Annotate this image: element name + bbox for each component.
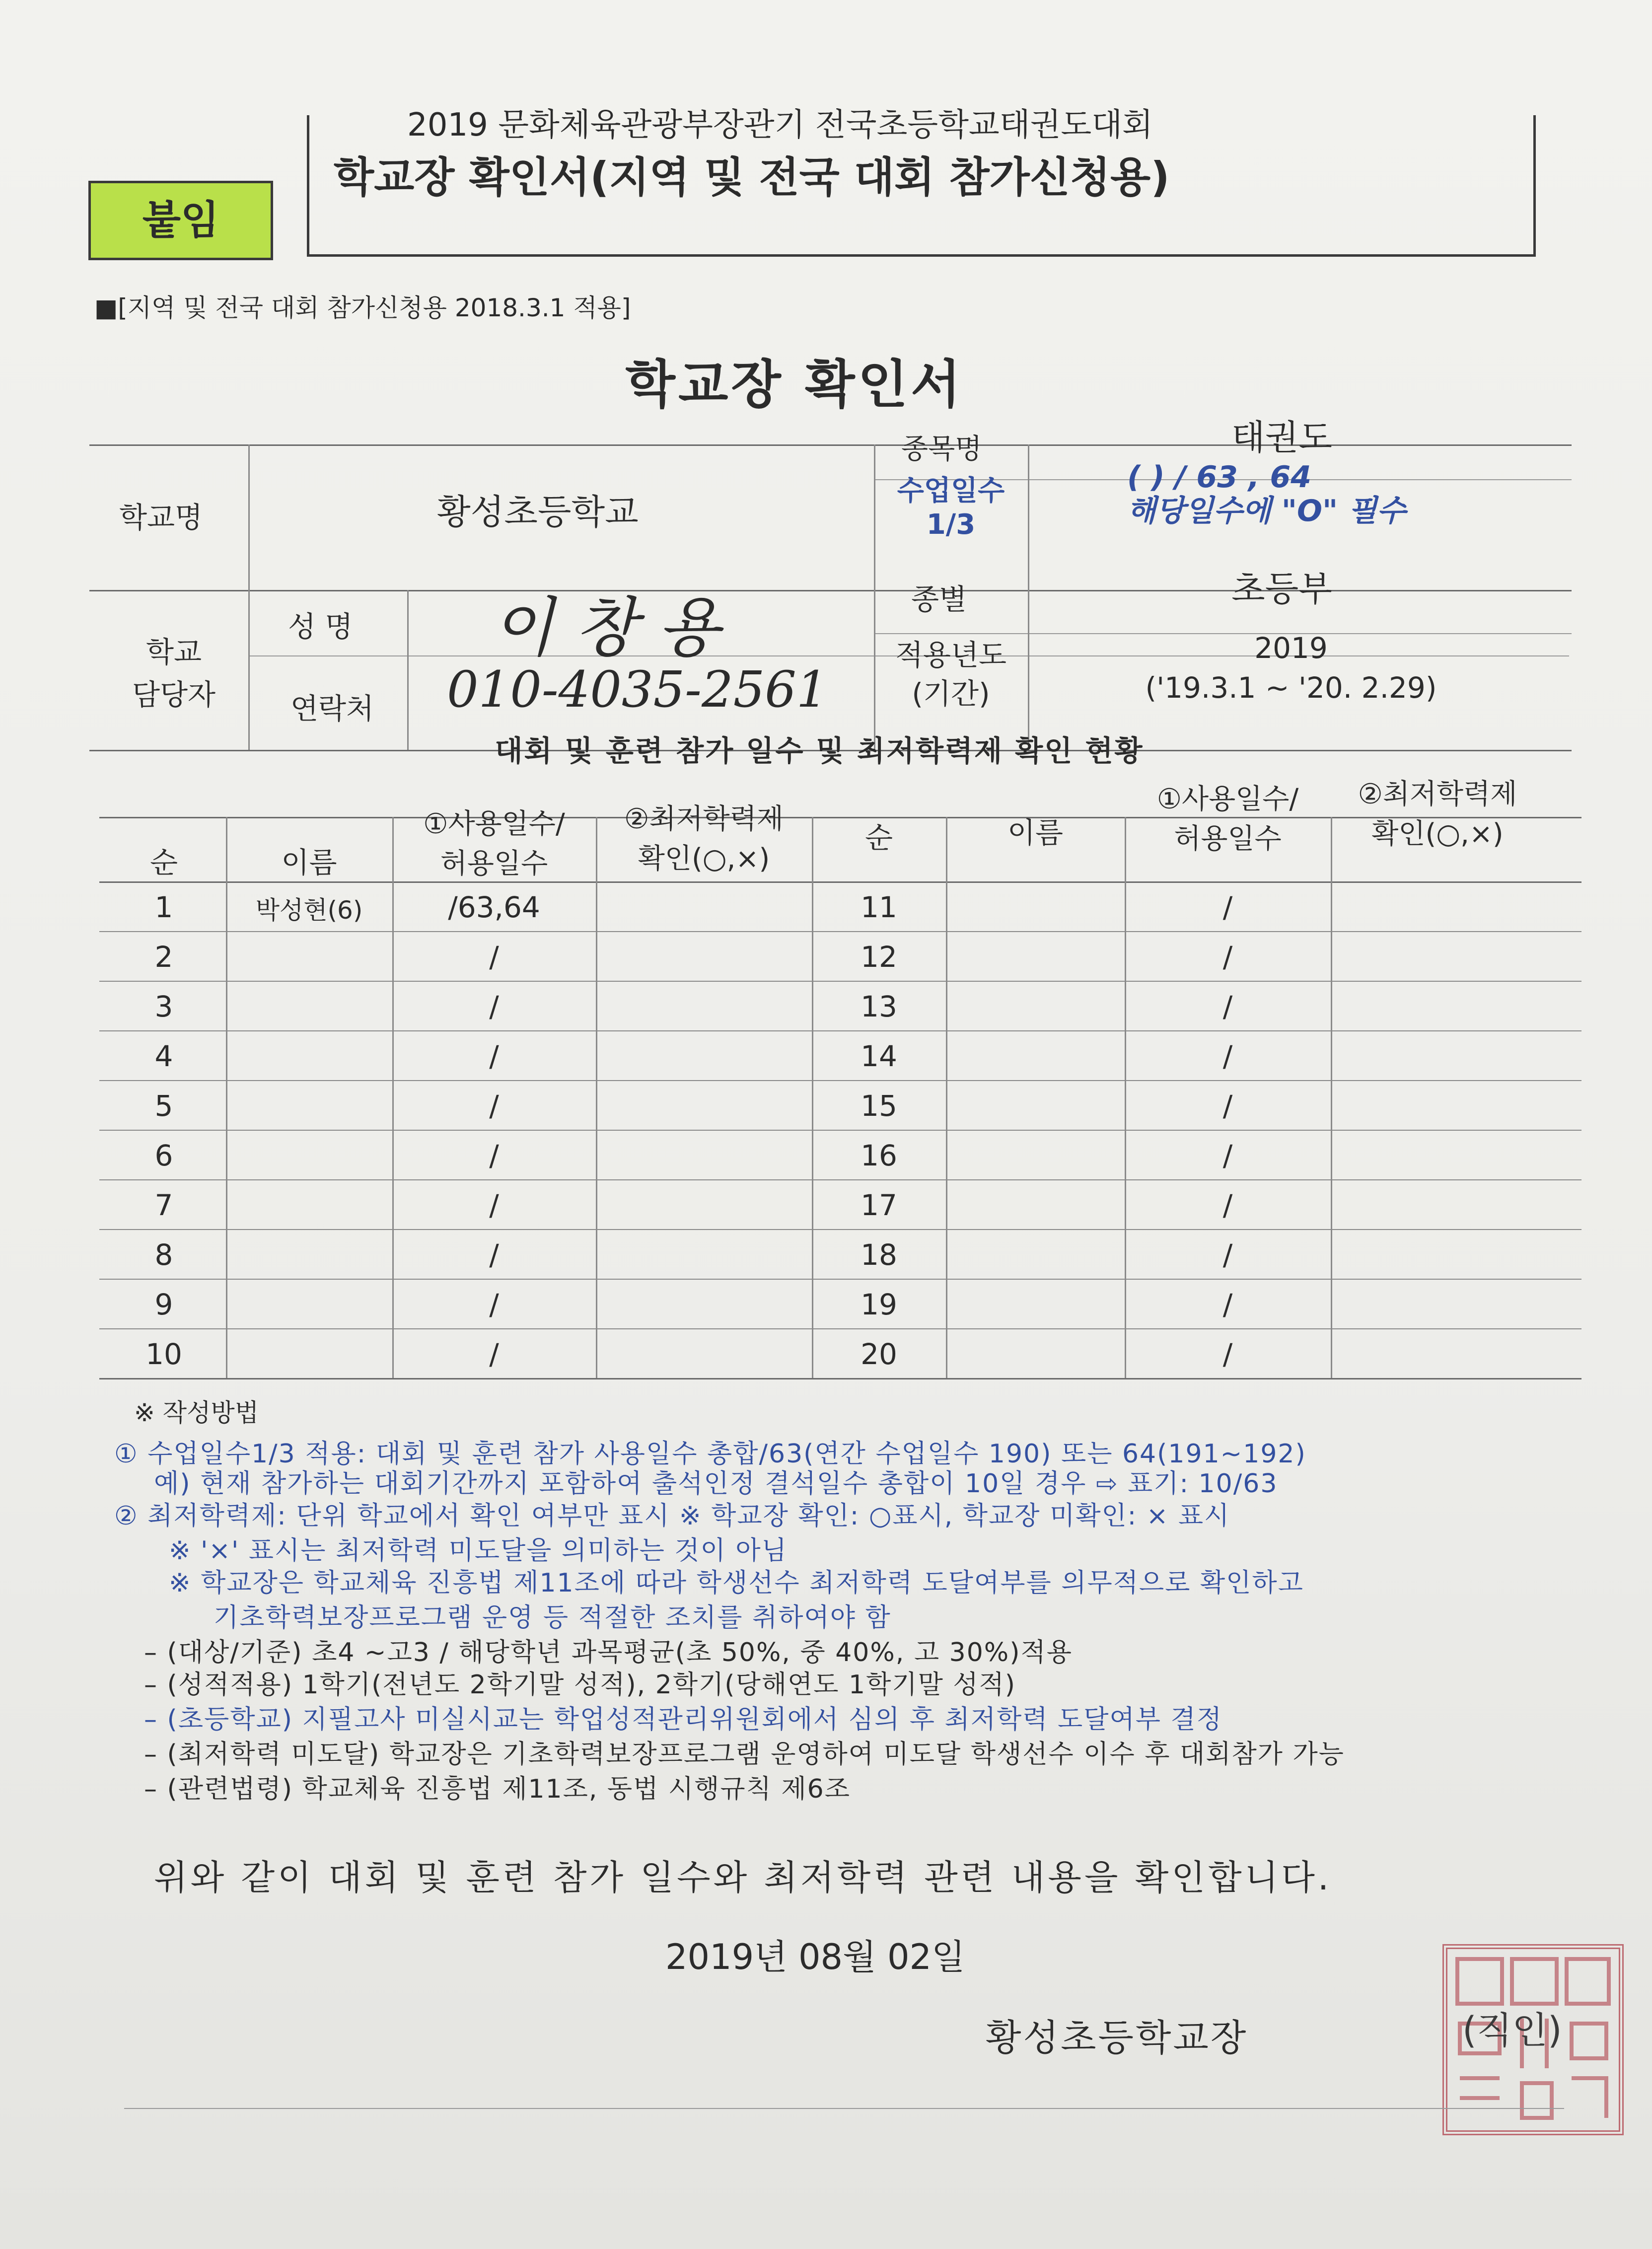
- right-row-no-cell: 19: [861, 1288, 897, 1321]
- left-row-no-cell: 5: [154, 1089, 173, 1123]
- phone-label: 연락처: [290, 692, 374, 725]
- header-no-right: 순: [864, 821, 893, 855]
- right-row-no-cell: 20: [861, 1337, 897, 1371]
- left-row-days-cell: /: [489, 1188, 499, 1222]
- seal-label: (직인): [1462, 2009, 1562, 2052]
- left-row-days-cell: /: [489, 1139, 499, 1172]
- left-row-no-cell: 1: [154, 890, 173, 924]
- confirmation-statement: 위와 같이 대회 및 훈련 참가 일수와 최저학력 관련 내용을 확인합니다.: [154, 1857, 1332, 1898]
- division-label: 종별: [911, 582, 967, 616]
- right-row-no-cell: 11: [861, 890, 897, 924]
- right-row-days-cell: /: [1222, 1188, 1233, 1222]
- note-line: – (관련법령) 학교체육 진흥법 제11조, 동법 시행규칙 제6조: [144, 1774, 851, 1804]
- right-row-days-cell: /: [1222, 990, 1233, 1023]
- row-divider: [99, 981, 1581, 982]
- event-value: 태권도: [1231, 417, 1332, 458]
- name-label: 성 명: [288, 610, 353, 644]
- left-row-no-cell: 8: [154, 1238, 173, 1272]
- header-check-left-1: ②최저학력제: [624, 803, 784, 835]
- attachment-badge: [88, 181, 273, 260]
- left-row-days-cell: /: [489, 1238, 499, 1272]
- note-line: ※ 학교장은 학교체육 진흥법 제11조에 따라 학생선수 최저학력 도달여부를 의무적으로 확인하고: [169, 1568, 1304, 1598]
- note-line: ① 수업일수1/3 적용: 대회 및 훈련 참가 사용일수 총합/63(연간 수업일수 190) 또는 64(191~192): [114, 1439, 1306, 1469]
- left-row-no-cell: 7: [154, 1188, 173, 1222]
- year-label: [884, 636, 1018, 713]
- school-value: 황성초등학교: [437, 492, 639, 532]
- header-days-left-1: ①사용일수/: [423, 808, 565, 840]
- attachment-badge-label: 붙임: [142, 197, 219, 243]
- contact-group-label-2: 담당자: [132, 678, 216, 712]
- contact-group-label-1: 학교: [145, 635, 202, 669]
- year-value: [1068, 628, 1514, 708]
- header-check-left-2: 확인(○,×): [638, 843, 770, 875]
- header-days-right-1: ①사용일수/: [1156, 783, 1299, 815]
- class-days-label-1: 수업일수: [897, 475, 1005, 507]
- right-row-no-cell: 16: [861, 1139, 897, 1172]
- left-row-days-cell: /: [489, 940, 499, 974]
- header-no-left: 순: [149, 846, 178, 879]
- header-check-right-1: ②최저학력제: [1358, 778, 1517, 810]
- note-line: – (최저학력 미도달) 학교장은 기초학력보장프로그램 운영하여 미도달 학생선수 이수 후 대회참가 가능: [144, 1740, 1345, 1769]
- left-row-no-cell: 4: [154, 1039, 173, 1073]
- header-days-right-2: 허용일수: [1174, 823, 1282, 855]
- right-row-days-cell: /: [1222, 1238, 1233, 1272]
- year-label-2: (기간): [912, 677, 990, 711]
- class-days-value-1: ( ) / 63 , 64: [1127, 460, 1311, 495]
- header-name-left: 이름: [281, 846, 337, 879]
- left-row-no-cell: 3: [154, 990, 173, 1023]
- name-value: 이 창 용: [492, 590, 720, 665]
- left-row-no-cell: 9: [154, 1288, 173, 1321]
- left-row-days-cell: /: [489, 1288, 499, 1321]
- right-row-days-cell: /: [1222, 1089, 1233, 1123]
- right-row-days-cell: /: [1222, 890, 1233, 924]
- issue-date: 2019년 08월 02일: [665, 1937, 965, 1977]
- row-divider: [99, 1328, 1581, 1329]
- row-divider: [99, 1279, 1581, 1280]
- note-line: ※ '×' 표시는 최저학력 미도달을 의미하는 것이 아님: [169, 1536, 788, 1566]
- row-divider: [99, 931, 1581, 932]
- left-row-days-cell: /: [489, 1089, 499, 1123]
- right-row-no-cell: 14: [861, 1039, 897, 1073]
- event-label: 종목명: [901, 433, 982, 465]
- left-row-no-cell: 10: [145, 1337, 182, 1371]
- row-divider: [99, 1130, 1581, 1131]
- right-row-no-cell: 12: [861, 940, 897, 974]
- right-row-days-cell: /: [1222, 940, 1233, 974]
- class-days-value-2: 해당일수에 "O" 필수: [1127, 494, 1406, 528]
- competition-title: 2019 문화체육관광부장관기 전국초등학교태권도대회: [407, 107, 1153, 144]
- left-row-days-cell: /: [489, 1337, 499, 1371]
- header-days-left-2: 허용일수: [440, 848, 548, 880]
- right-row-no-cell: 17: [861, 1188, 897, 1222]
- note-line: – (성적적용) 1학기(전년도 2학기말 성적), 2학기(당해연도 1학기말 성적): [144, 1670, 1016, 1700]
- form-note: ■[지역 및 전국 대회 참가신청용 2018.3.1 적용]: [94, 293, 631, 322]
- signer: 황성초등학교장: [986, 2017, 1248, 2059]
- row-divider: [99, 1080, 1581, 1081]
- note-line: 예) 현재 참가하는 대회기간까지 포함하여 출석인정 결석일수 총합이 10일 경우 ⇨ 표기: 10/63: [154, 1469, 1278, 1499]
- contact-group-label: [114, 631, 233, 716]
- table-title: 대회 및 훈련 참가 일수 및 최저학력제 확인 현황: [495, 734, 1144, 768]
- row-divider: [99, 1229, 1581, 1230]
- document-title: 학교장 확인서: [625, 354, 964, 415]
- right-row-days-cell: /: [1222, 1337, 1233, 1371]
- class-days-label: [879, 474, 1023, 542]
- school-label: 학교명: [119, 501, 203, 534]
- note-line: ② 최저학력제: 단위 학교에서 확인 여부만 표시 ※ 학교장 확인: ○표시, 학교장 미확인: × 표시: [114, 1501, 1230, 1531]
- notes-heading: ※ 작성방법: [134, 1398, 259, 1427]
- left-row-name-cell: 박성현(6): [255, 896, 363, 925]
- year-value-1: 2019: [1254, 631, 1328, 665]
- year-value-2: ('19.3.1 ~ '20. 2.29): [1145, 671, 1437, 705]
- right-row-no-cell: 15: [861, 1089, 897, 1123]
- left-row-days-cell: /: [489, 990, 499, 1023]
- header-check-right-2: 확인(○,×): [1371, 818, 1504, 850]
- note-line: – (대상/기준) 초4 ~고3 / 해당학년 과목평균(초 50%, 중 40%, 고 30%)적용: [144, 1638, 1073, 1668]
- row-divider: [99, 1030, 1581, 1031]
- right-row-no-cell: 18: [861, 1238, 897, 1272]
- year-label-1: 적용년도: [895, 638, 1007, 672]
- right-row-days-cell: /: [1222, 1288, 1233, 1321]
- note-line: – (초등학교) 지필고사 미실시교는 학업성적관리위원회에서 심의 후 최저학력 도달여부 결정: [144, 1705, 1222, 1735]
- right-row-days-cell: /: [1222, 1039, 1233, 1073]
- form-title: 학교장 확인서(지역 및 전국 대회 참가신청용): [334, 153, 1170, 202]
- right-row-days-cell: /: [1222, 1139, 1233, 1172]
- division-value: 초등부: [1231, 569, 1332, 609]
- row-divider: [99, 1179, 1581, 1180]
- header-check-left: [598, 799, 809, 879]
- header-days-left: [395, 804, 593, 884]
- header-name-right: 이름: [1007, 816, 1064, 850]
- left-row-days-cell: /63,64: [448, 890, 540, 924]
- right-row-no-cell: 13: [861, 990, 897, 1023]
- left-row-no-cell: 6: [154, 1139, 173, 1172]
- class-days-value: [1127, 459, 1406, 529]
- left-row-days-cell: /: [489, 1039, 499, 1073]
- phone-value: 010-4035-2561: [447, 660, 828, 719]
- header-days-right: [1127, 780, 1328, 859]
- left-row-no-cell: 2: [154, 940, 173, 974]
- note-line: 기초학력보장프로그램 운영 등 적절한 조치를 취하여야 함: [214, 1603, 891, 1633]
- class-days-label-2: 1/3: [926, 508, 976, 541]
- header-check-right: [1333, 775, 1542, 854]
